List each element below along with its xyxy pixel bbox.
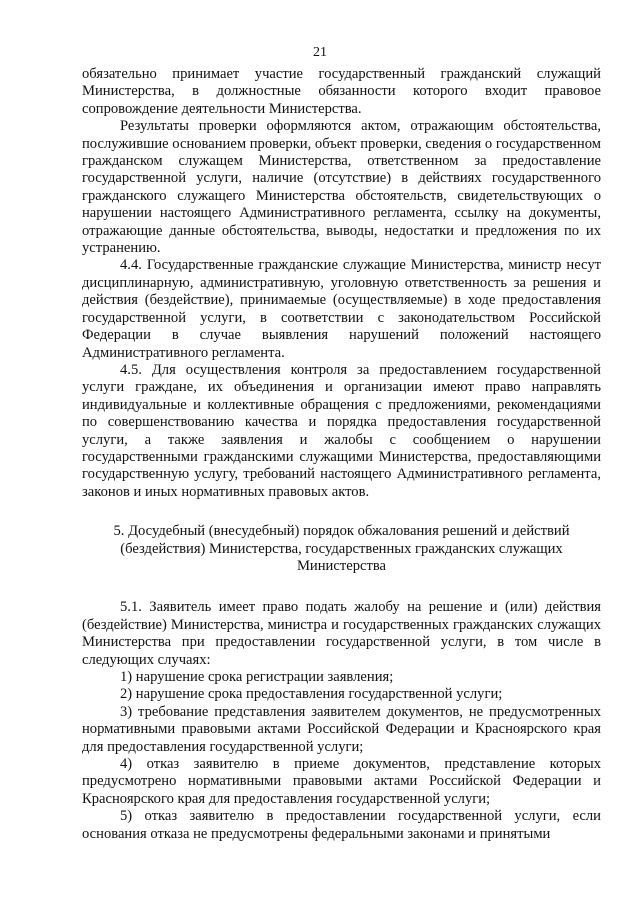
section-5-heading — [82, 523, 601, 575]
paragraph-5-1: 5.1. Заявитель имеет право подать жалобу на решение и (или) действия (бездействие) Министерства, министра и государственных гражданских служащих Министерства при предоставлении государственной услуги, в том числе в следующих случаях: — [82, 599, 601, 668]
list-item-1: 1) нарушение срока регистрации заявления; — [120, 669, 394, 685]
paragraph-4-4: 4.4. Государственные гражданские служащие Министерства, министр несут дисциплинарную, административную, уголовную ответственность за решения и действия (бездействие), принимаемые (осуществляемые) в ходе предоставления государственной услуги, в соответствии с законодательством Российской Федерации в случае выявления нарушений положений настоящего Административного регламента. — [82, 257, 601, 361]
section-heading-line-1: 5. Досудебный (внесудебный) порядок обжалования решений и действий — [113, 523, 570, 540]
paragraph-inspection-results: Результаты проверки оформляются актом, отражающим обстоятельства, послужившие основанием проверки, объект проверки, сведения о государственном гражданском служащем Министерства, ответственном за предоставление государственной услуги, наличие (отсутствие) в действиях государственного гражданского служащего Министерства обстоятельств, свидетельствующих о нарушении настоящего Административного регламента, ссылку на документы, отражающие данные обстоятельства, выводы, недостатки и предложения по их устранению. — [82, 118, 601, 257]
list-item-2: 2) нарушение срока предоставления государственной услуги; — [120, 686, 503, 703]
list-item-4: 4) отказ заявителю в приеме документов, представление которых предусмотрено нормативными правовыми актами Российской Федерации и Красноярского края для предоставления государственной услуги; — [82, 756, 601, 807]
paragraph-continuation: обязательно принимает участие государственный гражданский служащий Министерства, в должностные обязанности которого входит правовое сопровождение деятельности Министерства. — [82, 66, 601, 117]
section-heading-line-3: Министерства — [296, 557, 387, 574]
page-number: 21 — [313, 45, 327, 60]
list-item-5: 5) отказ заявителю в предоставлении государственной услуги, если основания отказа не предусмотрены федеральными законами и принятыми — [82, 808, 601, 842]
paragraph-4-5: 4.5. Для осуществления контроля за предоставлением государственной услуги граждане, их объединения и организации имеют право направлять индивидуальные и коллективные обращения с предложениями, рекомендациями по совершенствованию качества и порядка предоставления государственной услуги, а также заявления и жалобы с сообщением о нарушении государственными гражданскими служащими Министерства, предоставляющими государственную услугу, требований настоящего Административного регламента, законов и иных нормативных правовых актов. — [82, 361, 601, 500]
list-item-3: 3) требование представления заявителем документов, не предусмотренных нормативными правовыми актами Российской Федерации и Красноярского края для предоставления государственной услуги; — [82, 703, 601, 755]
section-heading-line-2: (бездействия) Министерства, государственных гражданских служащих — [120, 540, 563, 557]
page-content — [82, 66, 601, 843]
